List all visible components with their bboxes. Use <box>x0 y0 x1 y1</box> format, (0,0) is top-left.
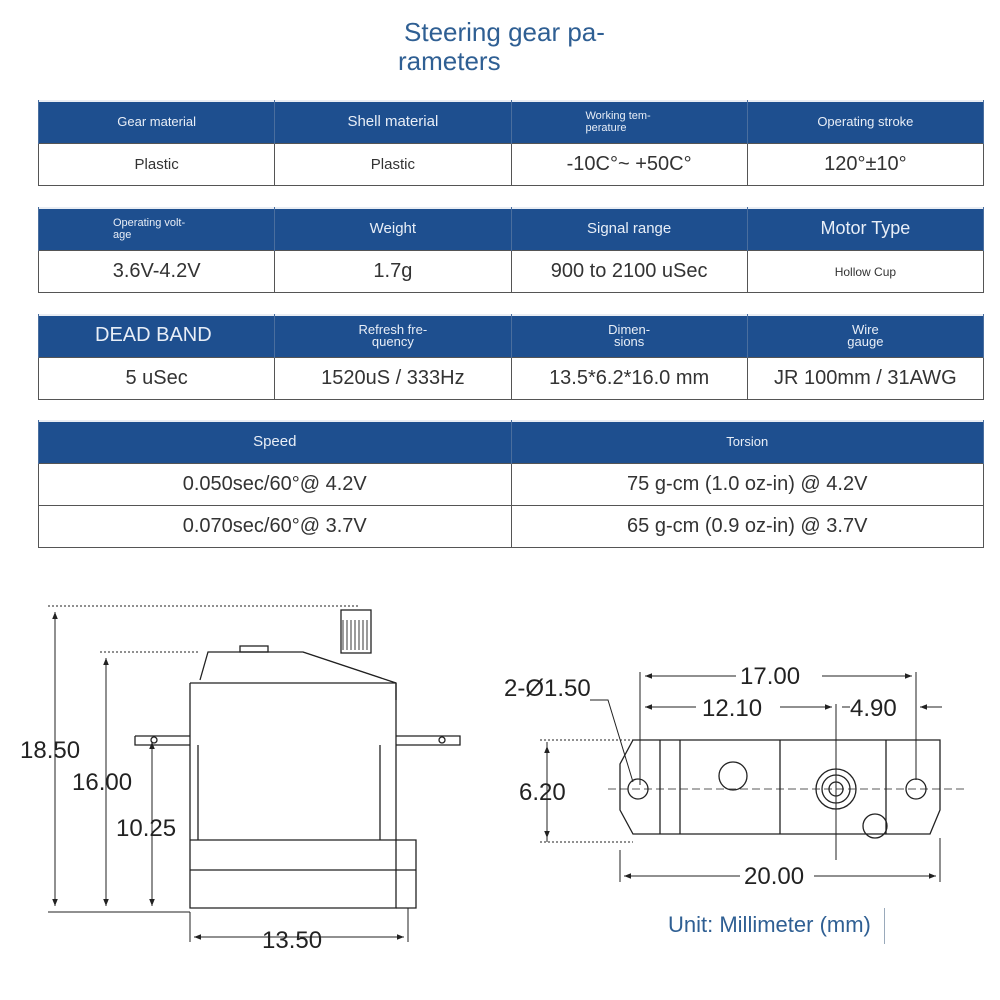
dim-hole-spacing: 17.00 <box>740 663 801 690</box>
dim-body-width: 6.20 <box>519 779 566 806</box>
value-motor-type: Hollow Cup <box>747 251 983 293</box>
header-signal-range: Signal range <box>511 207 747 251</box>
dim-body-height: 16.00 <box>72 769 133 796</box>
value-speed-row-1: 0.050sec/60°@ 4.2V <box>39 464 512 506</box>
value-wire-gauge: JR 100mm / 31AWG <box>747 358 983 400</box>
header-torsion: Torsion <box>511 420 984 464</box>
value-gear-material: Plastic <box>39 144 275 186</box>
value-torsion-row-2: 65 g-cm (0.9 oz-in) @ 3.7V <box>511 506 984 548</box>
dim-overall-height: 18.50 <box>20 737 81 764</box>
header-operating-voltage: Operating volt- age <box>39 207 275 251</box>
header-shell-material: Shell material <box>275 100 511 144</box>
value-signal-range: 900 to 2100 uSec <box>511 251 747 293</box>
dim-shaft-offset: 12.10 <box>702 695 763 722</box>
unit-divider <box>884 908 885 944</box>
header-gear-material: Gear material <box>39 100 275 144</box>
header-motor-type: Motor Type <box>747 207 983 251</box>
dim-hole-diameter: 2-Ø1.50 <box>504 675 591 702</box>
value-working-temperature: -10C°~ +50C° <box>511 144 747 186</box>
header-operating-stroke: Operating stroke <box>747 100 983 144</box>
value-weight: 1.7g <box>275 251 511 293</box>
dim-body-length: 13.50 <box>262 927 323 954</box>
dim-shaft-to-hole: 4.90 <box>850 695 897 722</box>
side-view-drawing <box>135 610 460 908</box>
top-view-drawing <box>608 740 965 838</box>
value-operating-voltage: 3.6V-4.2V <box>39 251 275 293</box>
header-working-temperature: Working tem- perature <box>511 100 747 144</box>
value-torsion-row-1: 75 g-cm (1.0 oz-in) @ 4.2V <box>511 464 984 506</box>
value-shell-material: Plastic <box>275 144 511 186</box>
header-dead-band: DEAD BAND <box>39 314 275 358</box>
value-refresh-frequency: 1520uS / 333Hz <box>275 358 511 400</box>
title-line-1: Steering gear pa- <box>404 17 605 47</box>
dim-flange-height: 10.25 <box>116 815 177 842</box>
value-operating-stroke: 120°±10° <box>747 144 983 186</box>
header-dimensions: Dimen- sions <box>511 314 747 358</box>
unit-note: Unit: Millimeter (mm) <box>668 912 871 937</box>
value-dead-band: 5 uSec <box>39 358 275 400</box>
value-speed-row-2: 0.070sec/60°@ 3.7V <box>39 506 512 548</box>
header-speed: Speed <box>39 420 512 464</box>
header-weight: Weight <box>275 207 511 251</box>
value-dimensions: 13.5*6.2*16.0 mm <box>511 358 747 400</box>
title-line-2: rameters <box>398 46 501 76</box>
dim-flange-length: 20.00 <box>744 863 805 890</box>
header-refresh-frequency: Refresh fre- quency <box>275 314 511 358</box>
header-wire-gauge: Wire gauge <box>747 314 983 358</box>
